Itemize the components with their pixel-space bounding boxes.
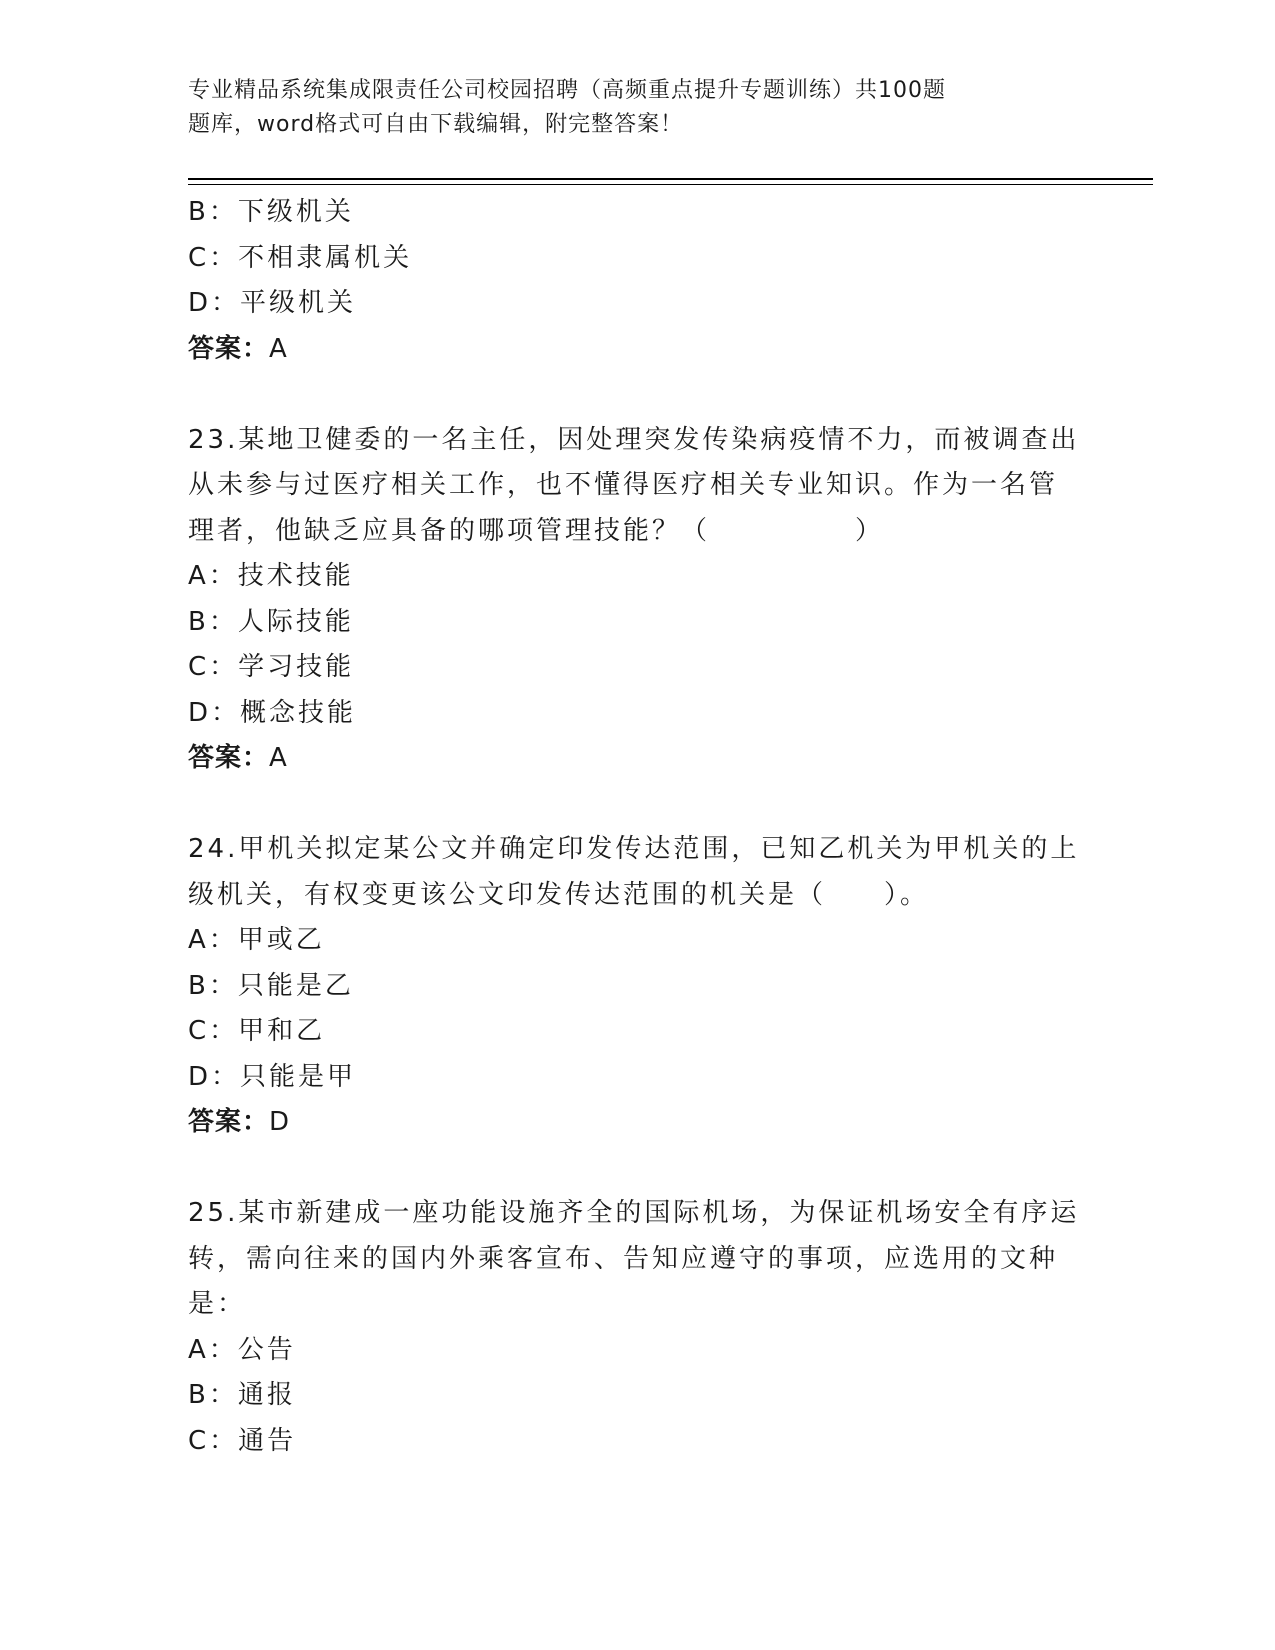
option-c: C：学习技能 bbox=[188, 652, 355, 682]
option-d: D：只能是甲 bbox=[188, 1061, 357, 1092]
question-text-line: 是： bbox=[188, 1289, 247, 1319]
question-text-line: 级机关，有权变更该公文印发传达范围的机关是（ ）。 bbox=[188, 879, 930, 910]
option-c: C：不相隶属机关 bbox=[188, 242, 413, 273]
question-text-line: 23.某地卫健委的一名主任，因处理突发传染病疫情不力，而被调查出 bbox=[188, 424, 1080, 455]
question-24 bbox=[188, 827, 1088, 1146]
question-text-line: 转，需向往来的国内外乘客宣布、告知应遵守的事项，应选用的文种 bbox=[188, 1243, 1059, 1274]
document-header bbox=[188, 74, 1068, 142]
question-text-line: 24.甲机关拟定某公文并确定印发传达范围，已知乙机关为甲机关的上 bbox=[188, 834, 1080, 864]
option-a: A：技术技能 bbox=[188, 561, 354, 591]
option-c: C：通告 bbox=[188, 1425, 297, 1456]
header-divider-thin bbox=[188, 184, 1153, 185]
question-25 bbox=[188, 1191, 1088, 1464]
answer-value: A bbox=[269, 333, 288, 364]
question-text-line: 25.某市新建成一座功能设施齐全的国际机场，为保证机场安全有序运 bbox=[188, 1198, 1080, 1228]
question-list bbox=[188, 190, 1088, 1464]
header-line-1: 专业精品系统集成限责任公司校园招聘（高频重点提升专题训练）共100题 bbox=[188, 78, 946, 103]
option-d: D：概念技能 bbox=[188, 697, 357, 728]
header-divider-thick bbox=[188, 178, 1153, 180]
answer-line bbox=[188, 327, 1088, 373]
option-b: B：下级机关 bbox=[188, 197, 354, 227]
option-d: D：平级机关 bbox=[188, 288, 357, 318]
option-c: C：甲和乙 bbox=[188, 1016, 326, 1046]
answer-line bbox=[188, 736, 1088, 782]
answer-value: A bbox=[269, 743, 288, 773]
option-a: A：公告 bbox=[188, 1334, 296, 1365]
option-b: B：人际技能 bbox=[188, 606, 354, 637]
answer-label: 答案： bbox=[188, 743, 270, 773]
option-a: A：甲或乙 bbox=[188, 925, 325, 955]
answer-label: 答案： bbox=[188, 1107, 270, 1137]
header-line-2: 题库，word格式可自由下载编辑，附完整答案！ bbox=[188, 112, 684, 137]
option-b: B：通报 bbox=[188, 1380, 296, 1410]
option-b: B：只能是乙 bbox=[188, 970, 354, 1001]
answer-line bbox=[188, 1100, 1088, 1146]
question-text-line: 理者，他缺乏应具备的哪项管理技能？（ ） bbox=[188, 515, 885, 546]
question-23 bbox=[188, 418, 1088, 782]
answer-label: 答案： bbox=[188, 333, 270, 364]
question-22-continued bbox=[188, 190, 1088, 372]
question-text-line: 从未参与过医疗相关工作，也不懂得医疗相关专业知识。作为一名管 bbox=[188, 470, 1059, 500]
answer-value: D bbox=[269, 1107, 291, 1137]
